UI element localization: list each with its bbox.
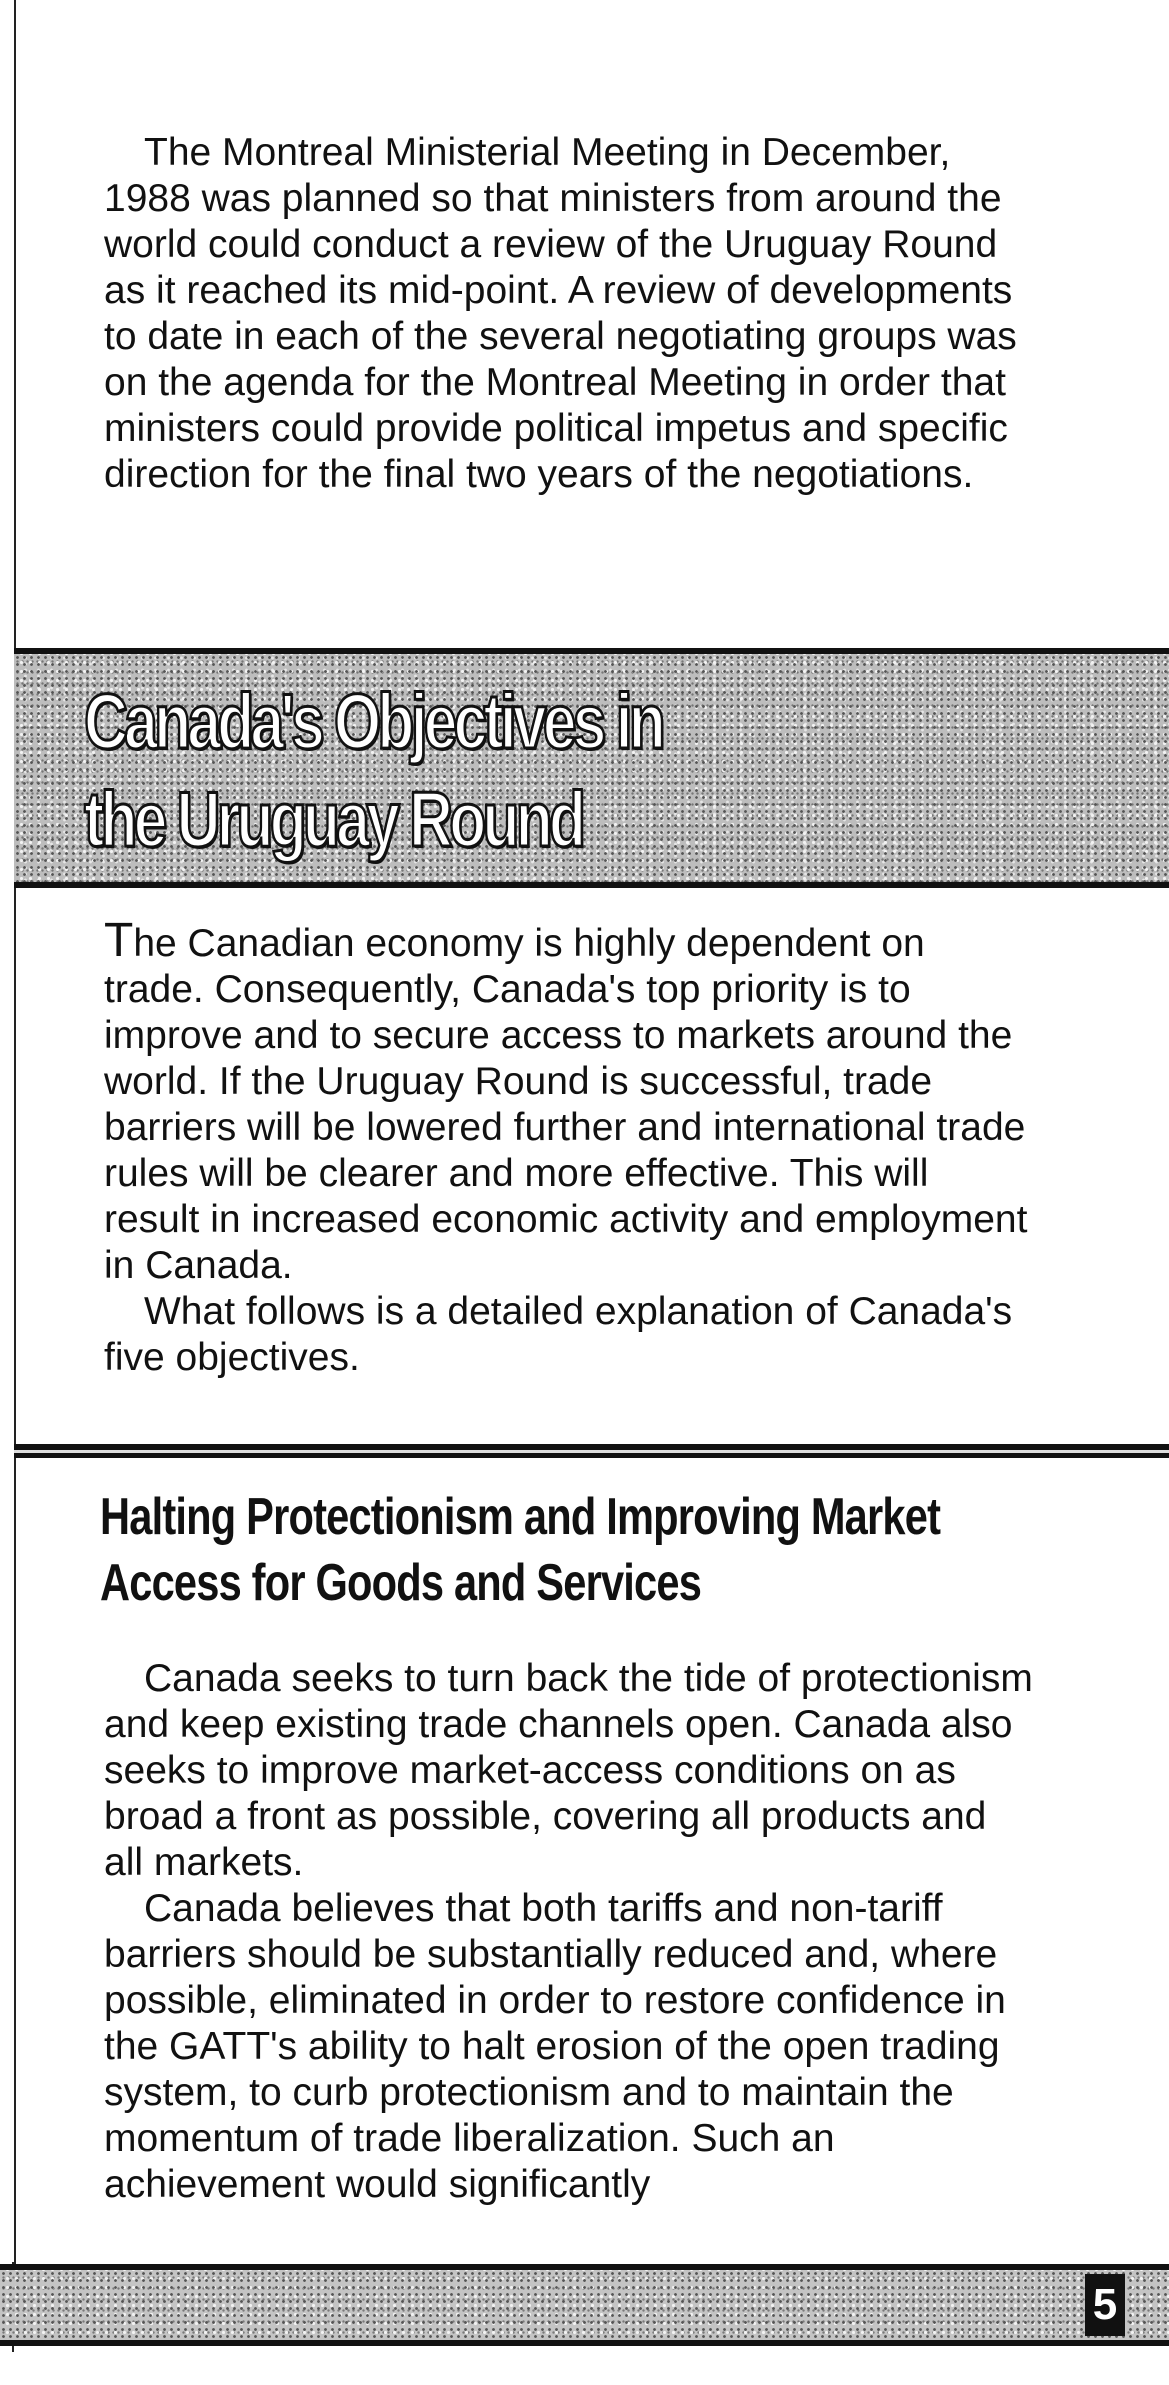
section-heading-line-1: Halting Protectionism and Improving Market	[100, 1488, 941, 1546]
market-access-paragraph-2: Canada believes that both tariffs and non-tariff barriers should be substantially reduced and, where possible, eliminated in order to restore confidence in the GATT's ability to halt erosion of the open trading system, to curb protectionism and to maintain the momentum of trade liberalization. Such an achievement would significantly	[104, 1887, 1006, 2206]
section-heading	[100, 1484, 940, 1616]
left-margin-rule	[14, 0, 16, 2330]
section-banner	[14, 648, 1169, 888]
objectives-text	[104, 914, 1034, 1381]
intro-paragraph: The Montreal Ministerial Meeting in December, 1988 was planned so that ministers from around the world could conduct a review of the Uruguay Round as it reached its mid-point. A review of developments to date in each of the several negotiating groups was on the agenda for the Montreal Meeting in order that ministers could provide political impetus and specific direction for the final two years of the negotiations.	[104, 131, 1017, 496]
intro-text	[104, 130, 1034, 498]
banner-title-line-1: Canada's Objectives in	[84, 677, 662, 765]
objectives-paragraph-1	[104, 914, 1034, 1289]
drop-cap: T	[104, 914, 134, 967]
section-heading-line-2: Access for Goods and Services	[100, 1554, 702, 1612]
page-number: 5	[1085, 2274, 1125, 2336]
banner-title-line-2: the Uruguay Round	[84, 775, 583, 863]
objectives-paragraph-1-text: he Canadian economy is highly dependent on trade. Consequently, Canada's top priority is to improve and to secure access to markets around the world. If the Uruguay Round is successful, trade barriers will be lowered further and international trade rules will be clearer and more effective. This will result in increased economic activity and employment in Canada.	[104, 922, 1028, 1287]
market-access-text	[104, 1656, 1034, 2208]
market-access-paragraph-1: Canada seeks to turn back the tide of protectionism and keep existing trade channels open. Canada also seeks to improve market-access conditions on as broad a front as possible, covering all products and all markets.	[104, 1657, 1033, 1884]
footer-band	[0, 2264, 1169, 2346]
objectives-paragraph-2: What follows is a detailed explanation of Canada's five objectives.	[104, 1290, 1013, 1379]
banner-title	[84, 672, 662, 868]
section-divider	[14, 1444, 1169, 1458]
